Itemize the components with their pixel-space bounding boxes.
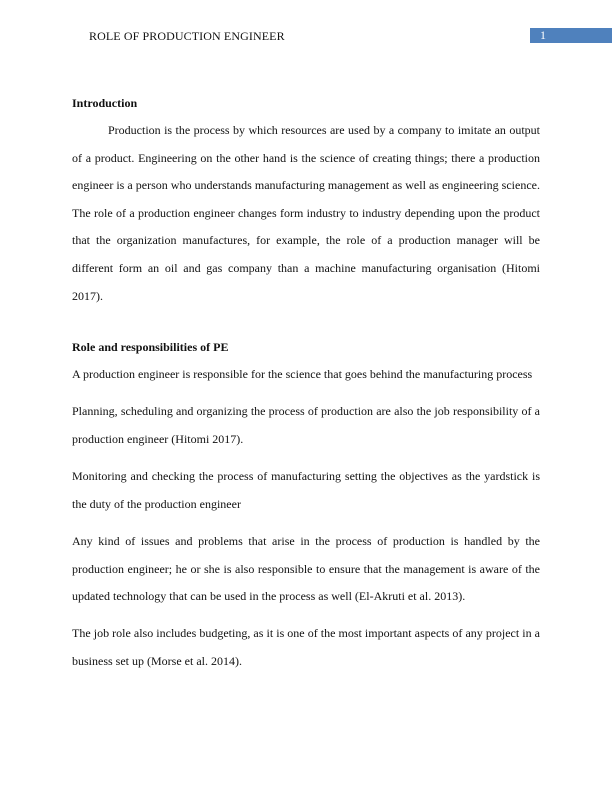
page-number: 1 xyxy=(540,28,546,42)
role-paragraph-1: A production engineer is responsible for the science that goes behind the manufacturing process xyxy=(72,367,533,382)
paragraph-gap xyxy=(72,389,540,399)
role-paragraph-3: Monitoring and checking the process of manufacturing setting the objectives as the yardstick is the duty of the production engineer xyxy=(72,469,540,511)
role-paragraph-4: Any kind of issues and problems that arise in the process of production is handled by the production engineer; he or she is also responsible to ensure that the management is aware of the updated technology that can be used in the process as well (El-Akruti et al. 2013). xyxy=(72,533,540,604)
paragraph-gap xyxy=(72,454,540,464)
role-paragraph-5: The job role also includes budgeting, as it is one of the most important aspects of any project in a business set up (Morse et al. 2014). xyxy=(72,626,540,668)
document-body xyxy=(72,90,540,675)
paragraph-gap xyxy=(72,611,540,621)
page-number-box xyxy=(530,28,612,43)
role-heading: Role and responsibilities of PE xyxy=(72,340,229,355)
running-head-title: ROLE OF PRODUCTION ENGINEER xyxy=(89,29,285,43)
role-paragraph-2: Planning, scheduling and organizing the process of production are also the job responsibility of a production engineer (Hitomi 2017). xyxy=(72,404,540,446)
paragraph-gap xyxy=(72,518,540,528)
section-gap xyxy=(72,310,540,334)
introduction-paragraph: Production is the process by which resources are used by a company to imitate an output of a product. Engineering on the other hand is the science of creating things; there a production engineer is a person who understands manufacturing management as well as engineering science. The role of a production engineer changes form industry to industry depending upon the product that the organization manufactures, for example, the role of a production manager will be different form an oil and gas company than a machine manufacturing organisation (Hitomi 2017). xyxy=(72,123,540,303)
introduction-heading: Introduction xyxy=(72,96,138,110)
